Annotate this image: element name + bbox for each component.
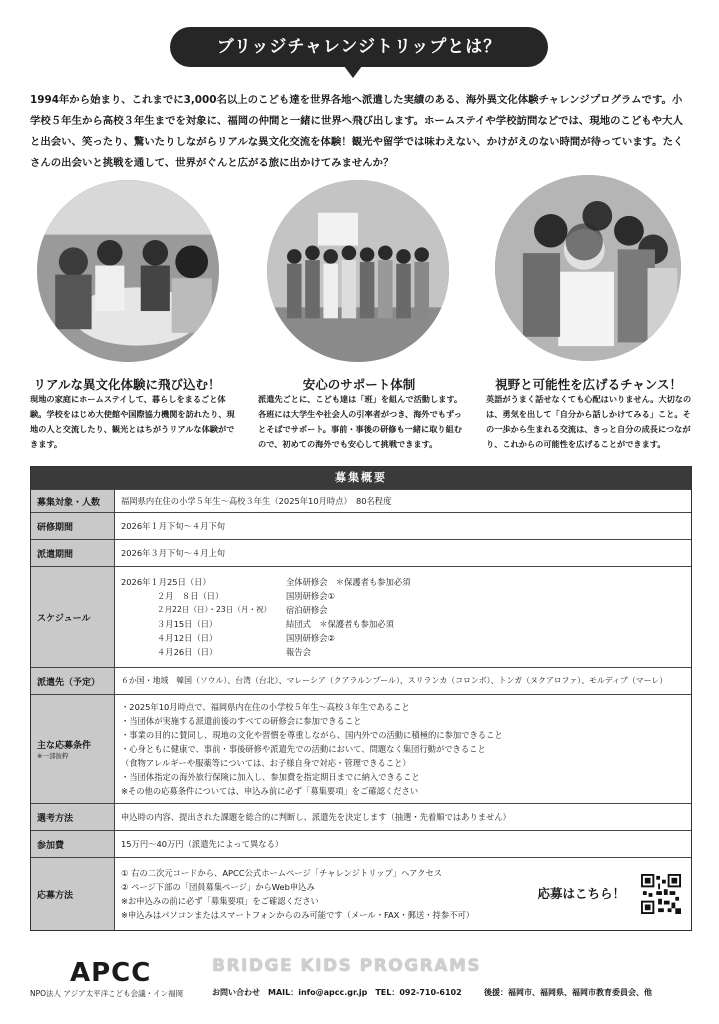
value-destinations: ６か国・地域 韓国（ソウル）、台湾（台北）、マレーシア（クアラルンプール）、スリランカ（コロンボ）、トンガ（ヌクアロファ）、モルディブ（マーレ） <box>114 668 691 694</box>
condition-line: ・当団体が実施する派遣前後のすべての研修会に参加できること <box>121 716 362 726</box>
photo-group <box>267 180 449 362</box>
apcc-logo: APCC <box>70 958 152 988</box>
schedule-event: 国別研修会① <box>286 591 335 601</box>
feature-text-opportunity: 英語がうまく話せなくても心配はいりません。大切なのは、勇気を出して「自分から話しかけてみる」こと。その一歩から生まれる交流は、きっと自分の成長につながり、これからの可能性を広げることができます。 <box>486 394 692 449</box>
label-destinations: 派遣先（予定） <box>31 668 114 694</box>
intro-paragraph: 1994年から始まり、これまでに3,000名以上のこども達を世界各地へ派遣した実績のある、海外異文化体験チャレンジプログラムです。小学校５年生から高校３年生までを対象に、福岡の仲間と一緒に世界へ飛び出します。ホームステイや学校訪問などでは、現地のこどもや大人と出会い、笑ったり、驚いたりしながらリアルな異文化交流を体験！観光や留学では味わえない、かけがえのない時間が待っています。たくさんの出会いと挑戦を通して、世界がぐんと広がる旅に出かけてみませんか？ <box>30 94 684 169</box>
photo-homestay <box>37 180 219 362</box>
application-line: ※お申込みの前に必ず「募集要項」をご確認ください <box>121 896 319 906</box>
qr-code-icon[interactable] <box>641 874 681 914</box>
feature-title-culture: リアルな異文化体験に飛び込む！ <box>33 377 221 392</box>
feature-title-opportunity: 視野と可能性を広げるチャンス！ <box>495 377 682 392</box>
label-application: 応募方法 <box>31 858 114 930</box>
row-application <box>31 857 691 930</box>
apply-here-label: 応募はこちら！ <box>537 886 625 901</box>
value-target: 福岡県内在住の小学５年生〜高校３年生（2025年10月時点） 80名程度 <box>114 490 691 512</box>
value-application <box>114 858 691 930</box>
schedule-date: ４月12日（日） <box>157 633 218 643</box>
conditions-label-text: 主な応募条件 <box>37 741 92 751</box>
page-title-banner: ブリッジチャレンジトリップとは？ <box>170 27 548 67</box>
application-line: ② ページ下部の「団員募集ページ」からWeb申込み <box>121 882 315 892</box>
schedule-date: ２月 ８日（日） <box>157 591 224 601</box>
sponsor-info: 後援：福岡市、福岡県、福岡市教育委員会、他 <box>484 988 652 997</box>
value-selection: 申込時の内容、提出された課題を総合的に判断し、派遣先を決定します（抽選・先着順ではありません） <box>114 804 691 830</box>
schedule-event: 全体研修会 ＊保護者も参加必須 <box>286 577 411 587</box>
condition-line: ※その他の応募条件については、申込み前に必ず「募集要項」をご確認ください <box>121 786 419 796</box>
feature-title-support: 安心のサポート体制 <box>302 377 416 392</box>
row-conditions <box>31 694 691 803</box>
banner-pointer <box>344 66 362 78</box>
condition-line: ・事業の目的に賛同し、現地の文化や習慣を尊重しながら、国内外での活動に積極的に参加できること <box>121 730 503 740</box>
program-brand: BRIDGE KIDS PROGRAMS <box>212 956 482 976</box>
recruitment-table <box>30 466 692 931</box>
application-line: ① 右の二次元コードから、APCC公式ホームページ「チャレンジトリップ」へアクセス <box>121 868 443 878</box>
row-dispatch <box>31 539 691 566</box>
label-schedule: スケジュール <box>31 567 114 667</box>
label-selection: 選考方法 <box>31 804 114 830</box>
value-dispatch: 2026年３月下旬〜４月上旬 <box>114 540 691 566</box>
value-conditions <box>114 695 691 803</box>
value-fee: 15万円〜40万円（派遣先によって異なる） <box>114 831 691 857</box>
schedule-event: 国別研修会② <box>286 633 335 643</box>
label-fee: 参加費 <box>31 831 114 857</box>
conditions-note: ※一部抜粋 <box>37 752 69 760</box>
label-target: 募集対象・人数 <box>31 490 114 512</box>
application-line: ※申込みはパソコンまたはスマートフォンからのみ可能です（メール・FAX・郵送・持参不可） <box>121 910 475 920</box>
schedule-list <box>121 575 685 659</box>
value-schedule <box>114 567 691 667</box>
row-fee <box>31 830 691 857</box>
value-training: 2026年１月下旬〜４月下旬 <box>114 513 691 539</box>
schedule-date: ４月26日（日） <box>157 647 218 657</box>
feature-text-culture: 現地の家庭にホームステイして、暮らしをまるごと体験。学校をはじめ大使館や国際協力機関を訪れたり、現地の人と交流したり、観光とはちがうリアルな体験ができます。 <box>30 394 235 449</box>
row-training <box>31 512 691 539</box>
photo-students <box>495 175 681 361</box>
schedule-event: 結団式 ＊保護者も参加必須 <box>286 619 394 629</box>
schedule-date: 2026年１月25日（日） <box>121 577 211 587</box>
condition-line: ・心身ともに健康で、事前・事後研修や派遣先での活動において、問題なく集団行動ができること <box>121 744 486 754</box>
feature-text-support: 派遣先ごとに、こども達は「班」を組んで活動します。各班には大学生や社会人の引率者がつき、海外でもずっとそばでサポート。事前・事後の研修も一緒に取り組むので、初めての海外でも安心して挑戦できます。 <box>258 394 463 449</box>
condition-line: （食物アレルギーや服薬等については、お子様自身で対応・管理できること） <box>121 758 411 768</box>
row-destinations <box>31 667 691 694</box>
schedule-event: 宿泊研修会 <box>286 605 328 615</box>
label-dispatch: 派遣期間 <box>31 540 114 566</box>
row-schedule <box>31 566 691 667</box>
organization-name: NPO法人 アジア太平洋こども会議・イン福岡 <box>30 989 184 998</box>
contact-info: お問い合わせ MAIL：info@apcc.gr.jp TEL：092-710-6102 <box>212 988 462 997</box>
condition-line: ・2025年10月時点で、福岡県内在住の小学校５年生〜高校３年生であること <box>121 702 410 712</box>
schedule-event: 報告会 <box>286 647 311 657</box>
condition-line: ・当団体指定の海外旅行保険に加入し、参加費を指定期日までに納入できること <box>121 772 420 782</box>
schedule-date: ２月22日（日）・23日（月・祝） <box>157 605 272 614</box>
table-heading: 募集概要 <box>31 467 691 489</box>
label-conditions <box>31 695 114 803</box>
row-target <box>31 489 691 512</box>
row-selection <box>31 803 691 830</box>
label-training: 研修期間 <box>31 513 114 539</box>
schedule-date: ３月15日（日） <box>157 619 218 629</box>
